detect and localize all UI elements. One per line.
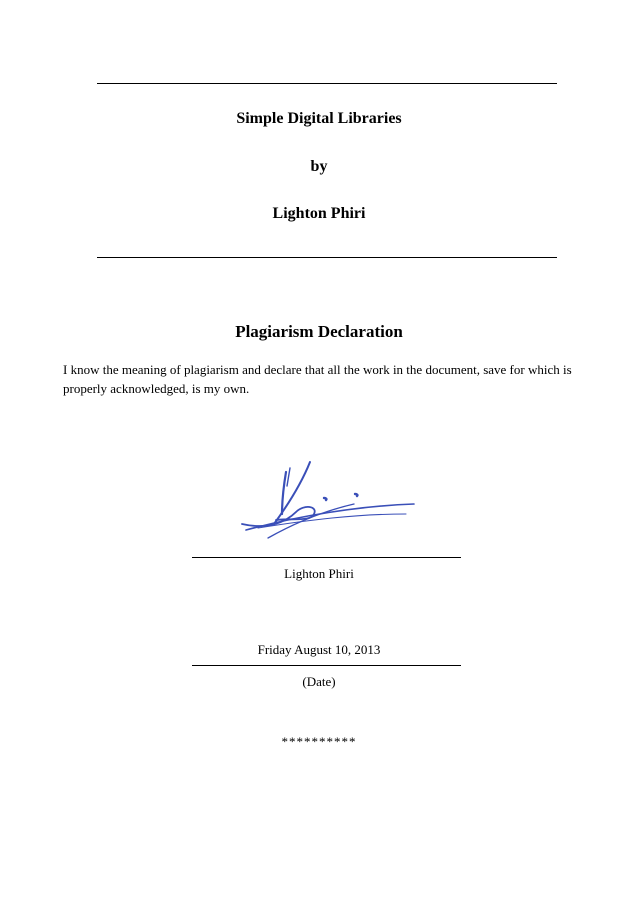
author-name: Lighton Phiri — [272, 205, 366, 222]
declaration-heading: Plagiarism Declaration — [235, 322, 403, 341]
date-caption: (Date) — [302, 674, 336, 689]
signatory-name: Lighton Phiri — [284, 566, 354, 581]
top-rule — [97, 83, 557, 84]
document-title: Simple Digital Libraries — [236, 110, 402, 127]
by-label: by — [310, 158, 328, 175]
signature-image — [238, 458, 418, 550]
date-rule — [192, 665, 461, 666]
signature-date: Friday August 10, 2013 — [257, 642, 381, 657]
title-bottom-rule — [97, 257, 557, 258]
stars-separator: ********** — [281, 734, 357, 749]
signature-rule — [192, 557, 461, 558]
declaration-statement: I know the meaning of plagiarism and declare that all the work in the document, save for which is properly acknowledged, is my own. — [63, 362, 572, 396]
